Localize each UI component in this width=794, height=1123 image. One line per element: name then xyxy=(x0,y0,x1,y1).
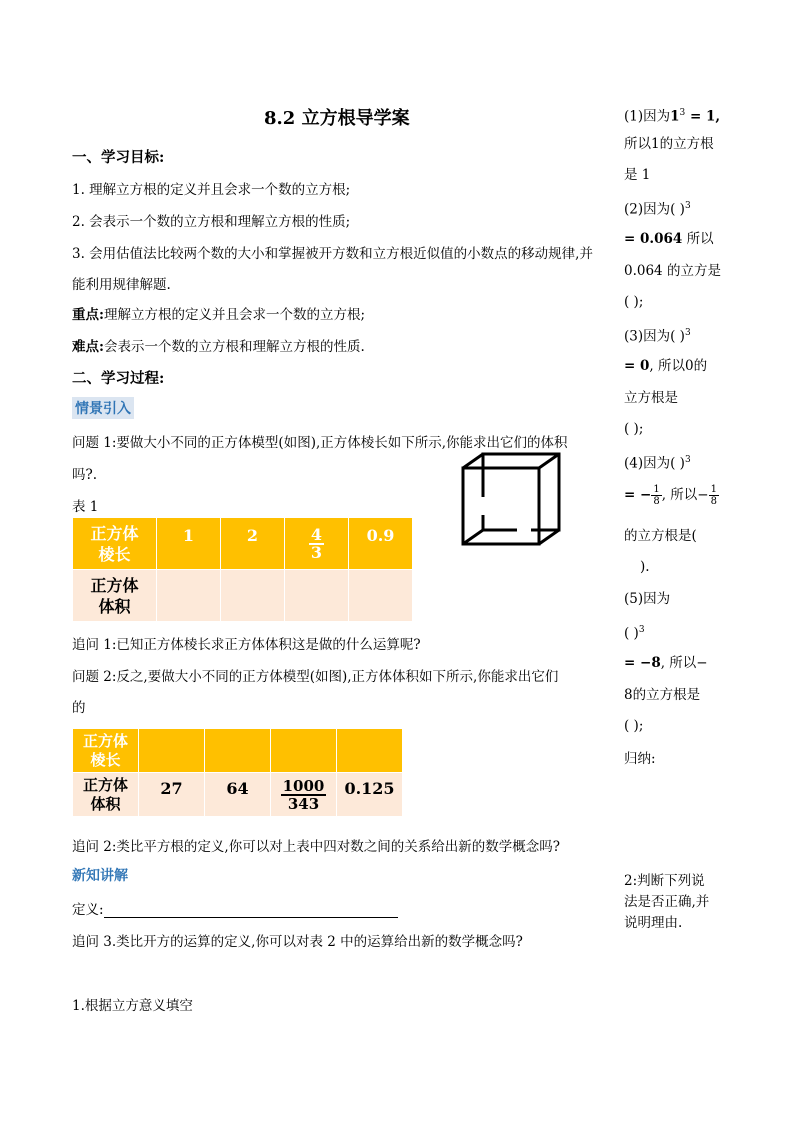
sidebar-item-4-line2: = − $\frac{1}{8}$ , 所以− $\frac{1}{8}$ xyxy=(624,484,717,507)
goal-item-2: 2. 会表示一个数的立方根和理解立方根的性质; xyxy=(72,214,351,230)
table1-volume-1 xyxy=(157,570,221,622)
sidebar-item-1-line2: 所以1的立方根 xyxy=(624,136,714,152)
table1-frac-num: 4 xyxy=(310,524,323,544)
sidebar-judge-line1: 2:判断下列说 xyxy=(624,873,705,889)
follow-up-3: 追问 3.类比开方的运算的定义,你可以对表 2 中的运算给出新的数学概念吗? xyxy=(72,934,523,950)
follow-up-1: 追问 1:已知正方体棱长求正方体体积这是做的什么运算呢? xyxy=(72,637,421,653)
table2-frac-den: 343 xyxy=(287,794,320,813)
sidebar-judge-line2: 法是否正确,并 xyxy=(624,894,710,910)
page-title: 8.2 立方根导学案 xyxy=(264,108,410,129)
sidebar-item-5-line5: ( ); xyxy=(624,718,644,734)
sidebar-judge-line3: 说明理由. xyxy=(624,915,683,931)
table1-frac-den: 3 xyxy=(310,542,323,562)
definition-line xyxy=(72,898,398,918)
table2-row2-label: 正方体 体积 xyxy=(73,773,139,817)
sidebar-item-1-line1: (1)因为$1^3 = 1$, xyxy=(624,108,721,125)
question-1-line2: 吗?. xyxy=(72,467,98,483)
sidebar-item-1-line3: 是 1 xyxy=(624,167,651,183)
difficulty-label: 难点: xyxy=(72,339,104,355)
sidebar-item-3-line2: = 0, 所以0的 xyxy=(624,358,708,374)
sidebar-item-3-line3: 立方根是 xyxy=(624,390,678,406)
table2-frac-num: 1000 xyxy=(282,776,325,795)
sidebar-item-4-line1: (4)因为( )$^3$ xyxy=(624,455,691,472)
sidebar-item-2-line4: ( ); xyxy=(624,294,644,310)
sidebar-item-5-line2: ( )$^3$ xyxy=(624,625,645,642)
table2-edge-1 xyxy=(139,729,205,773)
sidebar-item-3-line4: ( ); xyxy=(624,421,644,437)
sidebar-item-4-line4: ). xyxy=(640,559,650,575)
table1-row1-label: 正方体 棱长 xyxy=(73,518,157,570)
new-knowledge-label: 新知讲解 xyxy=(72,868,128,884)
key-point-label: 重点: xyxy=(72,307,104,323)
table1-volume-3 xyxy=(285,570,349,622)
table1-edge-2: 2 xyxy=(221,518,285,570)
table1-row2-label: 正方体 体积 xyxy=(73,570,157,622)
section-heading-process: 二、学习过程: xyxy=(72,370,165,387)
table2-edge-4 xyxy=(337,729,403,773)
goal-item-1: 1. 理解立方根的定义并且会求一个数的立方根; xyxy=(72,182,351,198)
intro-label: 情景引入 xyxy=(72,397,134,419)
sidebar-item-5-line1: (5)因为 xyxy=(624,591,671,607)
definition-blank[interactable] xyxy=(104,903,398,918)
table2-volume-4: 0.125 xyxy=(337,773,403,817)
section-heading-goals: 一、学习目标: xyxy=(72,149,165,166)
cube-figure xyxy=(455,447,565,552)
table-1 xyxy=(72,517,413,622)
sidebar-item-2-line2: = 0.064 所以 xyxy=(624,231,714,247)
table2-edge-3 xyxy=(271,729,337,773)
table2-volume-2: 64 xyxy=(205,773,271,817)
table2-volume-1: 27 xyxy=(139,773,205,817)
question-2-line1: 问题 2:反之,要做大小不同的正方体模型(如图),正方体体积如下所示,你能求出它们 xyxy=(72,669,559,685)
goal-item-3-cont: 能利用规律解题. xyxy=(72,277,171,293)
difficulty-text: 会表示一个数的立方根和理解立方根的性质. xyxy=(103,339,365,355)
table1-edge-3 xyxy=(285,518,349,570)
sidebar-item-2-line1: (2)因为( )$^3$ xyxy=(624,201,691,218)
table2-edge-2 xyxy=(205,729,271,773)
table1-label: 表 1 xyxy=(72,499,99,515)
sidebar-summary: 归纳: xyxy=(624,751,656,767)
cube-back-face xyxy=(483,454,559,530)
sidebar-item-5-line3: = −8, 所以− xyxy=(624,655,708,671)
difficulty-point xyxy=(72,335,365,355)
goal-item-3: 3. 会用估值法比较两个数的大小和掌握被开方数和立方根近似值的小数点的移动规律,并 xyxy=(72,246,593,262)
table1-volume-4 xyxy=(349,570,413,622)
question-1-line1: 问题 1:要做大小不同的正方体模型(如图),正方体棱长如下所示,你能求出它们的体积 xyxy=(72,435,568,451)
table2-volume-3 xyxy=(271,773,337,817)
table1-volume-2 xyxy=(221,570,285,622)
key-point xyxy=(72,303,365,323)
follow-up-2: 追问 2:类比平方根的定义,你可以对上表中四对数之间的关系给出新的数学概念吗? xyxy=(72,839,560,855)
sidebar-item-5-line4: 8的立方根是 xyxy=(624,687,701,703)
table1-edge-1: 1 xyxy=(157,518,221,570)
sidebar-item-2-line3: 0.064 的立方是 xyxy=(624,263,721,279)
table2-row1-label: 正方体 棱长 xyxy=(73,729,139,773)
table1-edge-4: 0.9 xyxy=(349,518,413,570)
fill-in-title: 1.根据立方意义填空 xyxy=(72,998,193,1014)
key-point-text: 理解立方根的定义并且会求一个数的立方根; xyxy=(103,307,366,323)
table-2 xyxy=(72,728,403,817)
question-2-line2: 的 xyxy=(72,700,86,716)
definition-label: 定义: xyxy=(72,902,104,918)
sidebar-item-3-line1: (3)因为( )$^3$ xyxy=(624,328,691,345)
sidebar-item-4-line3: 的立方根是( xyxy=(624,528,697,544)
